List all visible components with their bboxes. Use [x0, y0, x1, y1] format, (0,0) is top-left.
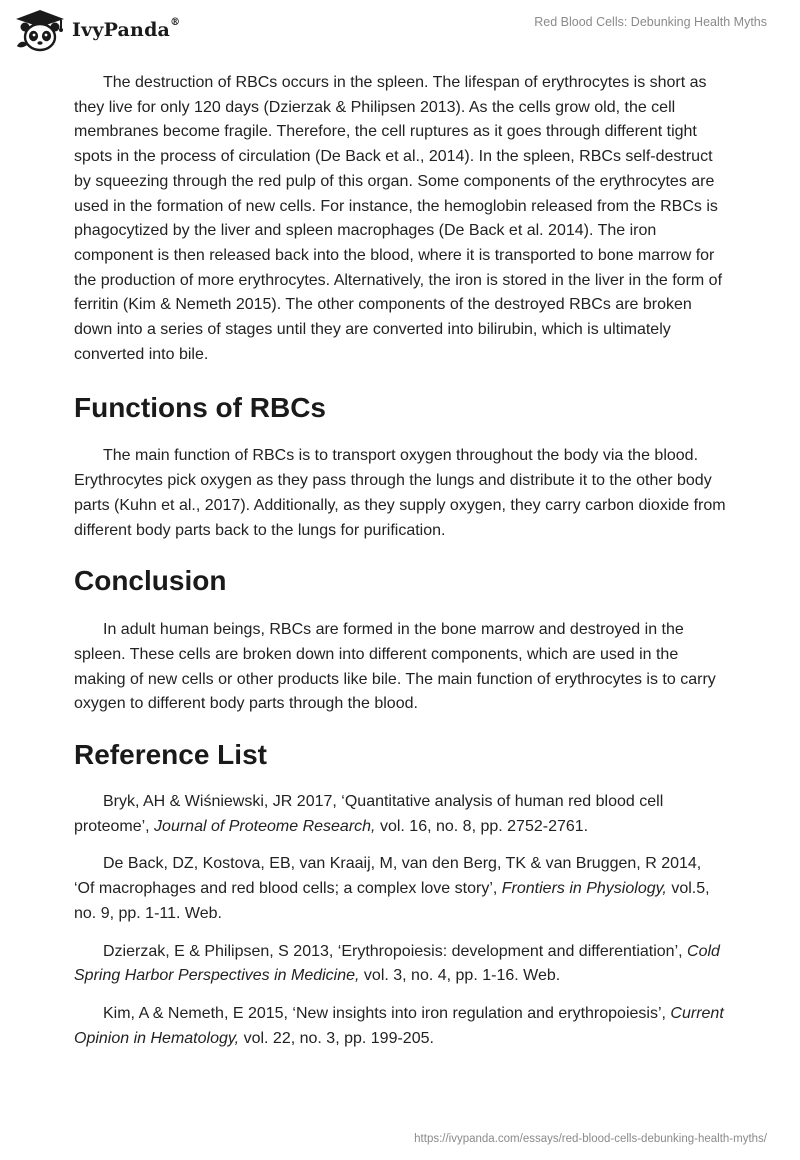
reference-item: Bryk, AH & Wiśniewski, JR 2017, ‘Quantitative analysis of human red blood cell proteome’, Journal of Proteome Research, vol. 16, no. 8, pp. 2752-2761. — [74, 793, 664, 835]
brand-name: IvyPanda® — [72, 17, 181, 41]
reference-journal: Frontiers in Physiology, — [501, 880, 667, 898]
reference-item: Dzierzak, E & Philipsen, S 2013, ‘Erythropoiesis: development and differentiation’, Cold Spring Harbor Perspectives in Medicine, vol. 3, no. 4, pp. 1-16. Web. — [74, 942, 720, 985]
paragraph-conclusion: In adult human beings, RBCs are formed in the bone marrow and destroyed in the spleen. These cells are broken down into different components, which are used in the making of new cells or other products like bile. The main function of erythrocytes is to carry oxygen to different body parts through the blood. — [74, 621, 716, 713]
reference-journal: Current Opinion in Hematology, — [74, 1004, 724, 1047]
reference-journal: Cold Spring Harbor Perspectives in Medicine, — [74, 942, 720, 985]
reference-item: De Back, DZ, Kostova, EB, van Kraaij, M, van den Berg, TK & van Bruggen, R 2014, ‘Of macrophages and red blood cells; a complex love story’, Frontiers in Physiology, vol.5, no. 9, pp. 1-11. Web. — [74, 855, 710, 922]
panda-graduation-cap-icon — [14, 8, 66, 52]
heading-functions: Functions of RBCs — [74, 392, 326, 424]
essay-content — [74, 69, 726, 1051]
document-title: Red Blood Cells: Debunking Health Myths — [534, 15, 767, 29]
reference-journal: Journal of Proteome Research, — [154, 817, 376, 835]
paragraph-destruction: The destruction of RBCs occurs in the spleen. The lifespan of erythrocytes is short as they live for only 120 days (Dzierzak & Philipsen 2013). As the cells grow old, the cell membranes become fragile. Therefore, the cell ruptures as it goes through different tight spots in the process of circulation (De Back et al., 2014). In the spleen, RBCs self-destruct by squeezing through the red pulp of this organ. Some components of the erythrocytes are used in the formation of new cells. For instance, the hemoglobin released from the RBCs is phagocytized by the liver and spleen macrophages (De Back et al. 2014). The iron component is then released back into the blood, where it is transported to bone marrow for the production of more erythrocytes. Alternatively, the iron is stored in the liver in the form of ferritin (Kim & Nemeth 2015). The other components of the destroyed RBCs are broken down into a series of stages until they are converted into bilirubin, which is ultimately converted into bile. — [74, 74, 723, 363]
footer-url[interactable]: https://ivypanda.com/essays/red-blood-cells-debunking-health-myths/ — [414, 1133, 767, 1145]
paragraph-functions: The main function of RBCs is to transport oxygen throughout the body via the blood. Erythrocytes pick oxygen as they pass through the lungs and distribute it to the other body parts (Kuhn et al., 2017). Additionally, as they supply oxygen, they carry carbon dioxide from different body parts back to the lungs for purification. — [74, 447, 726, 539]
heading-conclusion: Conclusion — [74, 565, 227, 597]
ivypanda-logo[interactable] — [14, 8, 180, 52]
heading-reference-list: Reference List — [74, 739, 267, 771]
reference-item: Kim, A & Nemeth, E 2015, ‘New insights into iron regulation and erythropoiesis’, Current Opinion in Hematology, vol. 22, no. 3, pp. 199-205. — [74, 1004, 724, 1047]
page-header — [0, 0, 800, 70]
